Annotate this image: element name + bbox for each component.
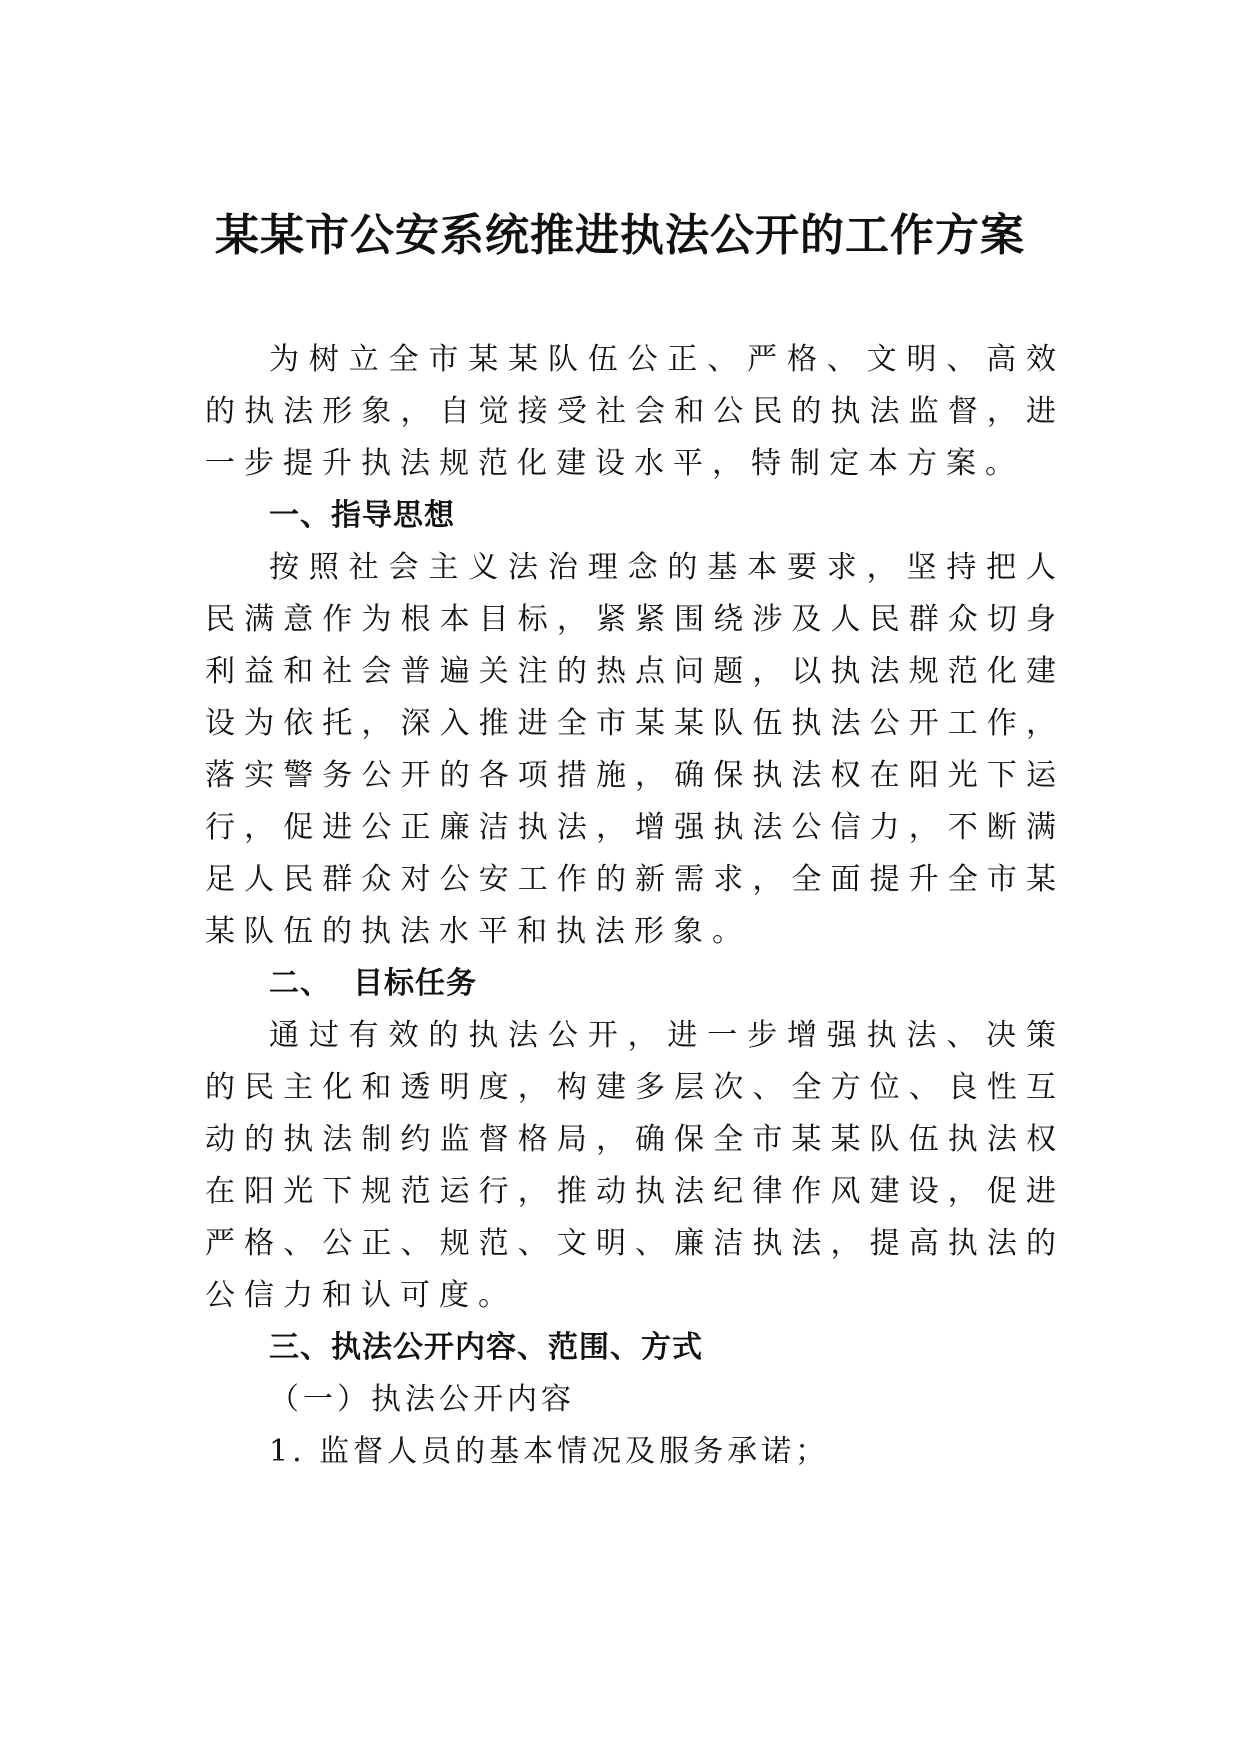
section-number: 一、: [269, 498, 331, 533]
list-item: 1. 监督人员的基本情况及服务承诺；: [269, 1434, 830, 1469]
document-title: 某某市公安系统推进执法公开的工作方案: [215, 210, 1025, 261]
subsection-heading: （一）执法公开内容: [269, 1382, 575, 1417]
section-paragraph-1: 按照社会主义法治理念的基本要求，坚持把人民满意作为根本目标，紧紧围绕涉及人民群众切身利益和社会普遍关注的热点问题，以执法规范化建设为依托，深入推进全市某某队伍执法公开工作，落实警务公开的各项措施，确保执法权在阳光下运行，促进公正廉洁执法，增强执法公信力，不断满足人民群众对公安工作的新需求，全面提升全市某某队伍的执法水平和执法形象。: [205, 550, 1065, 949]
section-paragraph-2: 通过有效的执法公开，进一步增强执法、决策的民主化和透明度，构建多层次、全方位、良性互动的执法制约监督格局，确保全市某某队伍执法权在阳光下规范运行，推动执法纪律作风建设，促进严格、公正、规范、文明、廉洁执法，提高执法的公信力和认可度。: [205, 1018, 1065, 1313]
section-number: 二、: [269, 966, 331, 1001]
section-heading-2: [269, 958, 1065, 1010]
section-title: 执法公开内容、范围、方式: [331, 1330, 703, 1365]
section-number: 三、: [269, 1330, 331, 1365]
section-title: 目标任务: [353, 966, 477, 1001]
section-heading-3: [269, 1322, 1065, 1374]
document-body: [205, 334, 1065, 1478]
section-title: 指导思想: [331, 498, 455, 533]
intro-paragraph: 为树立全市某某队伍公正、严格、文明、高效的执法形象，自觉接受社会和公民的执法监督，进一步提升执法规范化建设水平，特制定本方案。: [205, 342, 1065, 481]
section-heading-1: [269, 490, 1065, 542]
